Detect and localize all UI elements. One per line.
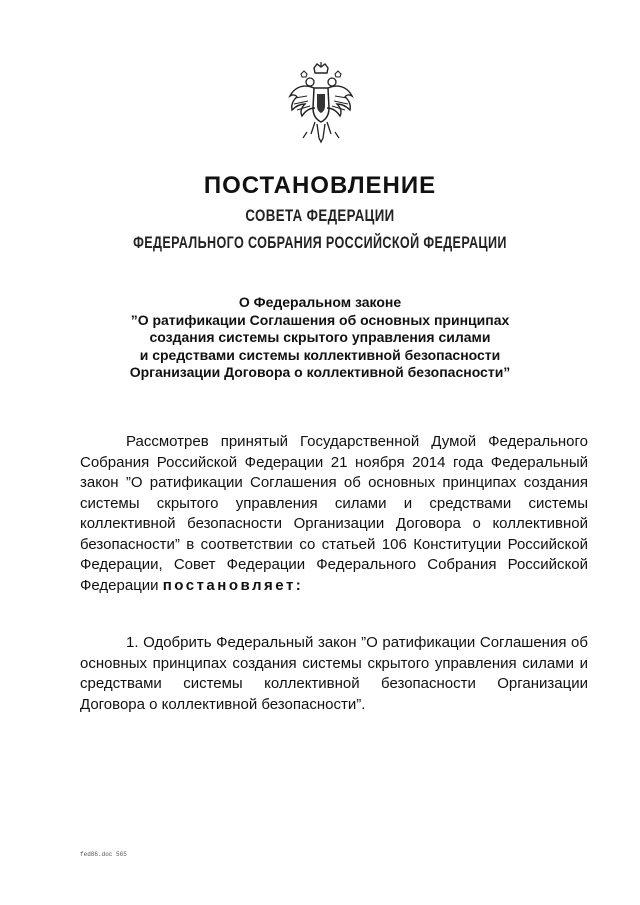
coat-of-arms-icon xyxy=(287,62,355,150)
document-subject xyxy=(60,294,580,382)
document-subtitle-assembly: ФЕДЕРАЛЬНОГО СОБРАНИЯ РОССИЙСКОЙ ФЕДЕРАЦИИ xyxy=(133,233,507,252)
footer-file-label: fed86.doc 565 xyxy=(80,851,127,858)
subject-line: Организации Договора о коллективной безопасности” xyxy=(129,364,511,380)
body-paragraph-item-1: 1. Одобрить Федеральный закон ”О ратификации Соглашения об основных принципах создания системы скрытого управления силами и средствами системы коллективной безопасности Организации Договора о коллективной безопасности”. xyxy=(80,634,588,713)
body-paragraph-preamble xyxy=(80,432,588,596)
document-subtitle-council: СОВЕТА ФЕДЕРАЦИИ xyxy=(245,206,395,225)
decree-word: постановляет: xyxy=(162,576,304,594)
subject-line: и средствами системы коллективной безопасности xyxy=(139,346,501,363)
document-title: ПОСТАНОВЛЕНИЕ xyxy=(203,172,437,199)
preamble-text: Рассмотрев принятый Государственной Думой Федерального Собрания Российской Федерации 21 ноября 2014 года Федеральный закон ”О ратификации Соглашения об основных принципах создания системы скрытого управления силами и средствами системы коллективной безопасности Организации Договора о коллективной безопасности” в соответствии со статьей 106 Конституции Российской Федерации, Совет Федерации Федерального Собрания Российской Федерации xyxy=(80,433,588,594)
subject-line: О Федеральном законе xyxy=(238,294,402,310)
subject-line: создания системы скрытого управления силами xyxy=(149,329,491,345)
subject-line: ”О ратификации Соглашения об основных принципах xyxy=(130,311,510,328)
